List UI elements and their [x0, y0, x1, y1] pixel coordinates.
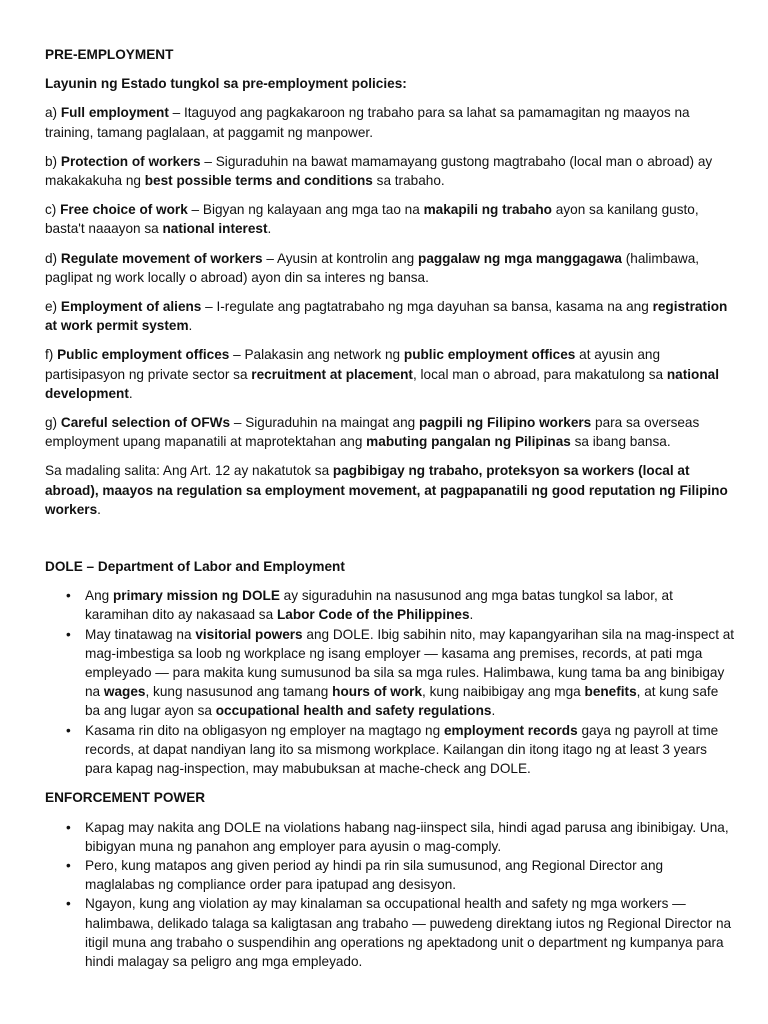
text-run: Kapag may nakita ang DOLE na violations habang nag-iinspect sila, hindi agad parusa ang ibinibigay. Una, bibigyan muna ng panahon ang employer para ayusin o mag-comply.	[85, 819, 729, 854]
policy-item	[45, 249, 735, 287]
text-run: .	[267, 221, 272, 237]
section-heading-pre-employment: PRE-EMPLOYMENT	[45, 47, 174, 62]
bullet-item	[45, 625, 735, 721]
policy-item	[45, 413, 735, 451]
section-heading-enforcement: ENFORCEMENT POWER	[45, 790, 206, 806]
bold-text-run: makapili ng trabaho	[423, 202, 552, 218]
text-run: – Siguraduhin na bawat mamamayang gustong magtrabaho (local man o abroad) ay makakakuha ng	[45, 153, 713, 189]
text-run: , at kung safe ba ang lugar ayon sa	[85, 684, 719, 719]
bullet-item	[45, 721, 735, 779]
bold-text-run: pagbibigay ng trabaho, proteksyon sa workers (local at abroad), maayos na regulation sa employment movement, at pagpapanatili ng good reputation ng Filipino workers	[45, 463, 728, 517]
bullet-icon: •	[66, 626, 71, 642]
bullet-icon: •	[66, 857, 71, 873]
text-run: .	[97, 501, 101, 517]
text-run: a)	[45, 105, 61, 121]
bold-text-run: recruitment at placement	[251, 366, 413, 382]
text-run: at ayusin ang partisipasyon ng private sector sa	[45, 347, 661, 382]
subheading-policies: Layunin ng Estado tungkol sa pre-employment policies:	[45, 76, 407, 92]
bold-text-run: Free choice of work	[60, 202, 188, 218]
text-run: ay siguraduhin na nasusunod ang mga batas tungkol sa labor, at karamihan dito ay nakasaad sa	[85, 588, 673, 623]
text-run: para sa overseas employment upang mapanatili at maprotektahan ang	[45, 415, 700, 450]
bold-text-run: pagpili ng Filipino workers	[419, 415, 592, 431]
text-run: – Ayusin at kontrolin ang	[262, 250, 419, 266]
text-run: Sa madaling salita: Ang Art. 12 ay nakatutok sa	[45, 463, 333, 479]
bold-text-run: public employment offices	[403, 347, 576, 363]
text-run: d)	[45, 250, 61, 266]
text-run: , kung nasusunod ang tamang	[145, 684, 333, 700]
bullet-item	[45, 818, 735, 856]
text-run: .	[469, 607, 474, 623]
text-run: ayon sa kanilang gusto, basta't naaayon sa	[45, 202, 699, 237]
bold-text-run: hours of work	[332, 684, 423, 700]
text-run: Kasama rin dito na obligasyon ng employer na magtago ng	[85, 722, 444, 738]
bold-text-run: Full employment	[60, 105, 169, 121]
section-heading-dole: DOLE – Department of Labor and Employment	[45, 559, 345, 575]
text-run: b)	[45, 153, 61, 169]
bullet-icon: •	[66, 588, 71, 604]
text-run: ang DOLE. Ibig sabihin nito, may kapangyarihan sila na mag-inspect at mag-imbestiga sa loob ng workplace ng isang employer — kasama ang premises, records, at pati mga empleyado — para makita kung sumusunod ba sila sa mga rules. Halimbawa, kung tama ba ang binibigay na	[85, 626, 735, 700]
text-run: g)	[45, 415, 61, 431]
bullet-item	[45, 894, 735, 971]
bold-text-run: Labor Code of the Philippines	[276, 607, 470, 623]
text-run: .	[128, 385, 133, 401]
text-run: .	[491, 703, 496, 719]
policy-item	[45, 152, 735, 190]
text-run: Ngayon, kung ang violation ay may kinalaman sa occupational health and safety ng mga workers — halimbawa, delikado talaga sa kaligtasan ang trabaho — puwedeng direktang iutos ng Regional Director na itigil muna ang trabaho o suspendihin ang operations ng apektadong unit o department ng kumpanya para hindi malagay sa peligro ang mga empleyado.	[85, 896, 732, 969]
policy-list	[45, 103, 735, 451]
text-run: Pero, kung matapos ang given period ay hindi pa rin sila sumusunod, ang Regional Director ang maglalabas ng compliance order para ipatupad ang desisyon.	[85, 857, 664, 893]
enforcement-bullet-list	[45, 818, 735, 972]
text-run: – I-regulate ang pagtatrabaho ng mga dayuhan sa bansa, kasama na ang	[201, 299, 653, 315]
bullet-item	[45, 586, 735, 624]
bold-text-run: primary mission ng DOLE	[112, 588, 280, 604]
bold-text-run: employment records	[443, 722, 578, 738]
text-run: – Siguraduhin na maingat ang	[230, 415, 420, 431]
text-run: sa ibang bansa.	[570, 434, 671, 450]
bold-text-run: benefits	[584, 684, 637, 700]
bold-text-run: national interest	[162, 221, 268, 237]
text-run: gaya ng payroll at time records, at dapat nandiyan lang ito sa mismong workplace. Kailangan din itong itago ng at least 3 years para kapag nag-inspection, may mabubuksan at mache-check ang DOLE.	[85, 722, 719, 777]
bold-text-run: visitorial powers	[195, 626, 303, 642]
section-spacer	[45, 529, 735, 557]
text-run: c)	[45, 202, 61, 218]
text-run: e)	[45, 299, 61, 315]
policy-item	[45, 345, 735, 403]
policy-item	[45, 200, 735, 238]
bullet-item	[45, 856, 735, 894]
bold-text-run: Protection of workers	[60, 153, 201, 169]
bold-text-run: Regulate movement of workers	[60, 250, 263, 266]
document-page	[45, 45, 735, 981]
text-run: – Bigyan ng kalayaan ang mga tao na	[187, 202, 424, 218]
bullet-icon: •	[66, 819, 71, 835]
text-run: Ang	[85, 588, 113, 604]
bullet-icon: •	[66, 896, 71, 912]
bold-text-run: wages	[103, 684, 146, 700]
bold-text-run: Careful selection of OFWs	[60, 415, 231, 431]
bold-text-run: national development	[45, 366, 719, 401]
bullet-icon: •	[66, 722, 71, 738]
text-run: , kung naibibigay ang mga	[422, 684, 585, 700]
text-run: f)	[45, 347, 58, 363]
text-run: (halimbawa, paglipat ng work locally o abroad) ayon din sa interes ng bansa.	[45, 250, 700, 285]
text-run: – Palakasin ang network ng	[229, 347, 404, 363]
text-run: .	[188, 318, 193, 334]
bold-text-run: occupational health and safety regulations	[215, 703, 492, 719]
bold-text-run: mabuting pangalan ng Pilipinas	[366, 434, 571, 450]
bold-text-run: best possible terms and conditions	[144, 173, 373, 189]
summary-paragraph	[45, 461, 735, 519]
text-run: – Itaguyod ang pagkakaroon ng trabaho para sa lahat sa pamamagitan ng maayos na training, tamang paglalaan, at paggamit ng manpower.	[45, 105, 690, 140]
bold-text-run: paggalaw ng mga manggagawa	[418, 250, 622, 266]
policy-item	[45, 103, 735, 141]
dole-bullet-list	[45, 586, 735, 778]
text-run: sa trabaho.	[372, 173, 445, 189]
bold-text-run: Public employment offices	[57, 347, 230, 363]
text-run: , local man o abroad, para makatulong sa	[412, 366, 667, 382]
bold-text-run: Employment of aliens	[60, 299, 202, 315]
text-run: May tinatawag na	[85, 626, 196, 642]
bold-text-run: registration at work permit system	[45, 299, 728, 334]
policy-item	[45, 297, 735, 335]
